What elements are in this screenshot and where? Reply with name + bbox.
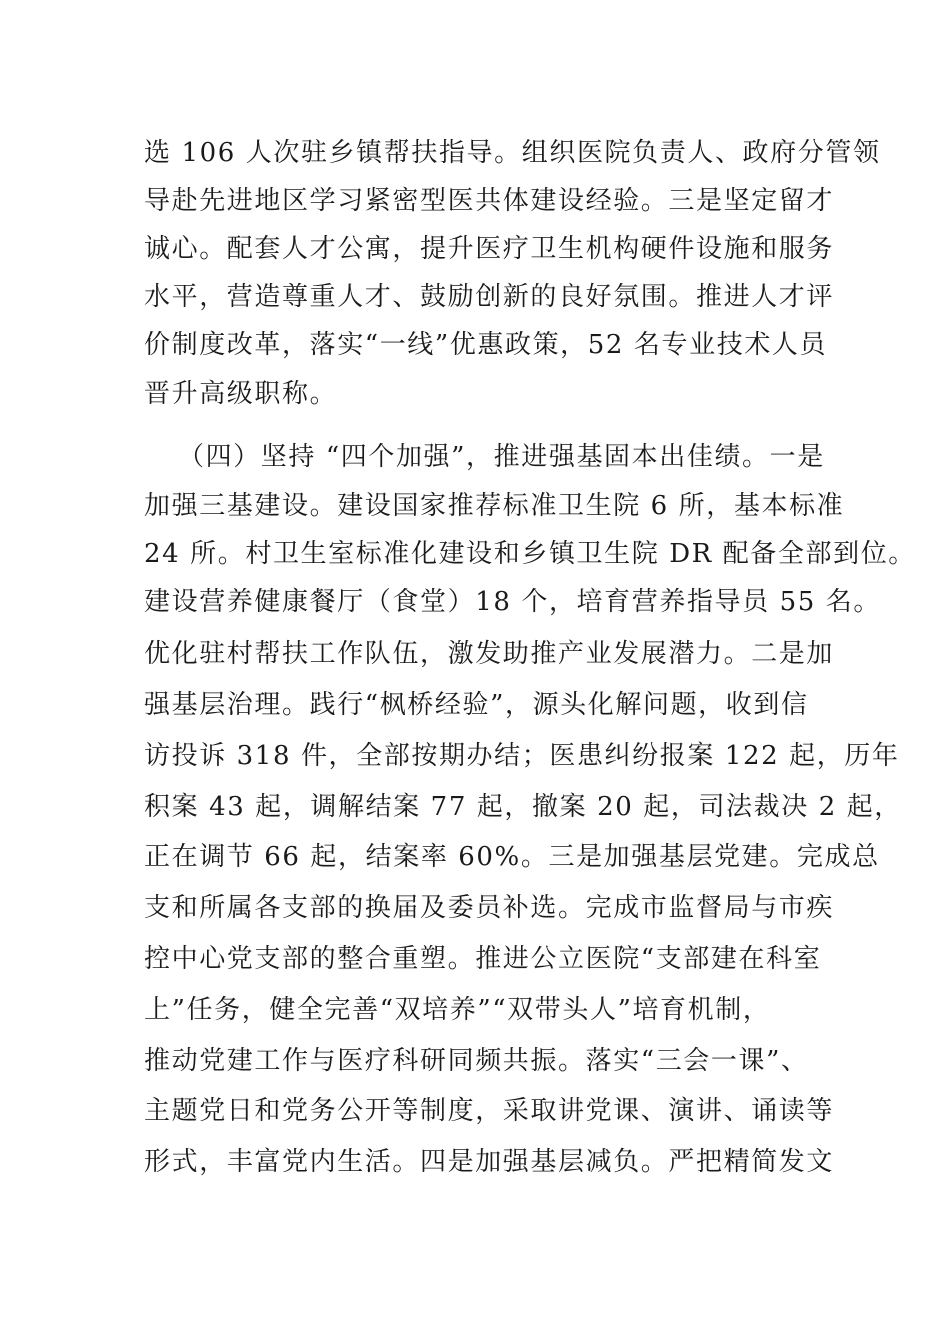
text-line: 导赴先进地区学习紧密型医共体建设经验。三是坚定留才 — [144, 186, 835, 216]
text-line: 控中心党支部的整合重塑。推进公立医院“支部建在科室 — [144, 944, 822, 974]
text-line: 水平，营造尊重人才、鼓励创新的良好氛围。推进人才评 — [144, 282, 835, 312]
text-line: 诚心。配套人才公寓，提升医疗卫生机构硬件设施和服务 — [144, 234, 835, 264]
text-line: 形式，丰富党内生活。四是加强基层减负。严把精简发文 — [144, 1147, 835, 1177]
text-line: 价制度改革，落实“一线”优惠政策，52 名专业技术人员 — [144, 330, 828, 360]
text-line: 支和所属各支部的换届及委员补选。完成市监督局与市疾 — [144, 893, 835, 923]
text-line: 优化驻村帮扶工作队伍，激发助推产业发展潜力。二是加 — [144, 639, 835, 669]
text-line: 积案 43 起，调解结案 77 起，撤案 20 起，司法裁决 2 起， — [144, 792, 902, 822]
text-line: 推动党建工作与医疗科研同频共振。落实“三会一课”、 — [144, 1046, 809, 1076]
paragraph-start-line: （四）坚持 “四个加强”，推进强基固本出佳绩。一是 — [178, 442, 825, 472]
text-line: 选 106 人次驻乡镇帮扶指导。组织医院负责人、政府分管领 — [144, 138, 881, 168]
text-line: 加强三基建设。建设国家推荐标准卫生院 6 所，基本标准 — [144, 491, 845, 521]
text-line: 主题党日和党务公开等制度，采取讲党课、演讲、诵读等 — [144, 1096, 835, 1126]
text-line: 强基层治理。践行“枫桥经验”，源头化解问题，收到信 — [144, 690, 809, 720]
text-line: 晋升高级职称。 — [144, 379, 338, 409]
text-line: 建设营养健康餐厅（食堂）18 个，培育营养指导员 55 名。 — [144, 587, 881, 617]
text-line: 访投诉 318 件，全部按期办结；医患纠纷报案 122 起，历年 — [144, 741, 900, 771]
text-line: 上”任务，健全完善“双培养”“双带头人”培育机制， — [144, 995, 771, 1025]
text-line: 24 所。村卫生室标准化建设和乡镇卫生院 DR 配备全部到位。 — [144, 539, 916, 569]
text-line: 正在调节 66 起，结案率 60%。三是加强基层党建。完成总 — [144, 842, 880, 872]
